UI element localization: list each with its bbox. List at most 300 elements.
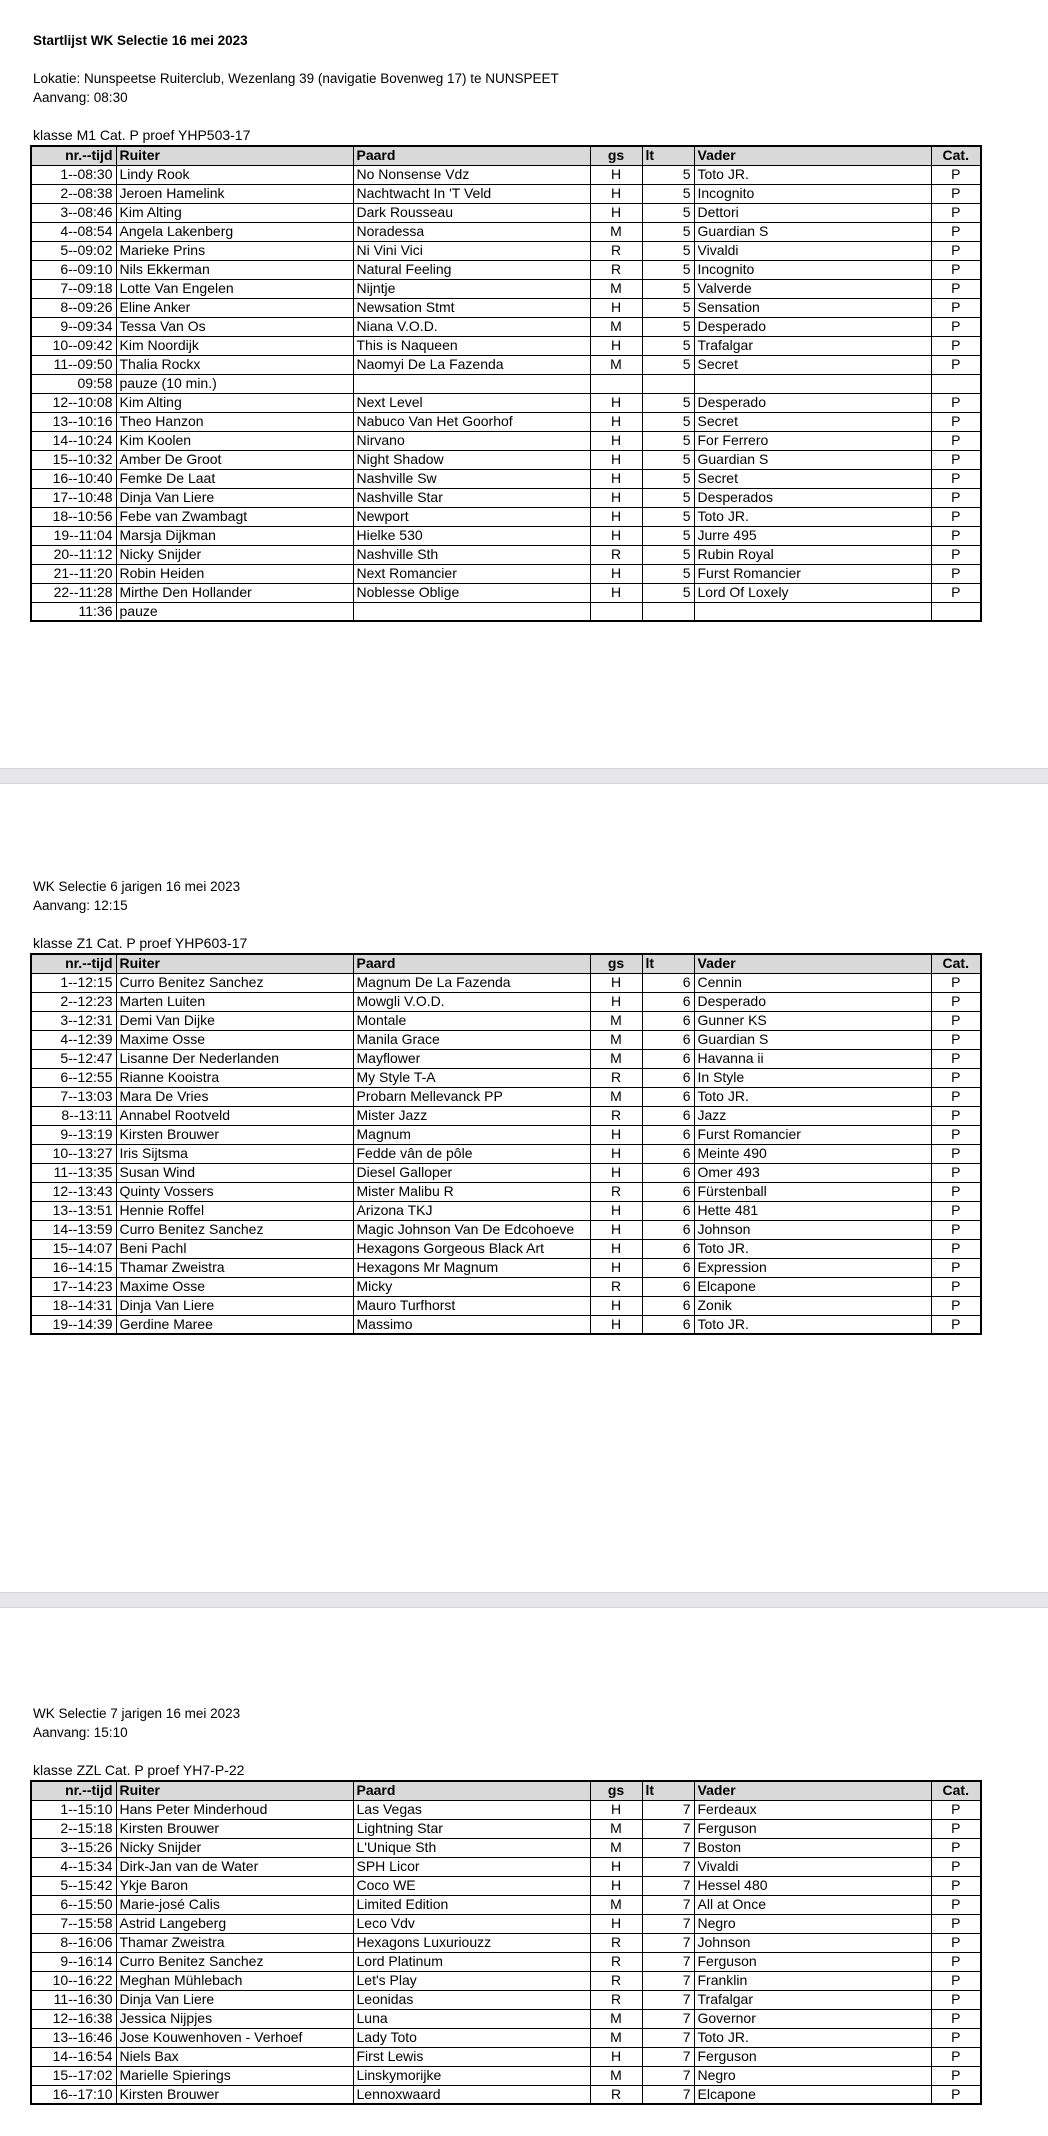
cell-lt: 5	[642, 165, 694, 184]
cell-vader: Lord Of Loxely	[694, 583, 931, 602]
cell-cat: P	[931, 1800, 981, 1819]
cell-gs: H	[590, 184, 642, 203]
table-row	[31, 1857, 981, 1876]
cell-paard: Probarn Mellevanck PP	[353, 1087, 590, 1106]
cell-gs: M	[590, 1049, 642, 1068]
cell-vader: Guardian S	[694, 450, 931, 469]
cell-gs: H	[590, 1239, 642, 1258]
cell-paard: Hexagons Luxuriouzz	[353, 1933, 590, 1952]
cell-cat: P	[931, 2047, 981, 2066]
cell-vader: Expression	[694, 1258, 931, 1277]
cell-lt: 7	[642, 2066, 694, 2085]
column-header-paard: Paard	[353, 1781, 590, 1800]
cell-lt: 5	[642, 336, 694, 355]
cell-cat: P	[931, 1087, 981, 1106]
cell-nr: 14--13:59	[31, 1220, 116, 1239]
cell-gs: M	[590, 317, 642, 336]
startlist-table-1	[30, 145, 982, 622]
table-row	[31, 298, 981, 317]
cell-paard: Magnum	[353, 1125, 590, 1144]
cell-vader: Franklin	[694, 1971, 931, 1990]
table-row	[31, 1277, 981, 1296]
table-row	[31, 393, 981, 412]
cell-cat: P	[931, 279, 981, 298]
table-header	[31, 1781, 981, 1800]
cell-cat: P	[931, 1163, 981, 1182]
cell-lt: 7	[642, 1857, 694, 1876]
class-heading: klasse M1 Cat. P proef YHP503-17	[33, 127, 251, 143]
column-header-vader: Vader	[694, 1781, 931, 1800]
cell-gs: R	[590, 1277, 642, 1296]
cell-nr: 5--15:42	[31, 1876, 116, 1895]
cell-vader: For Ferrero	[694, 431, 931, 450]
column-header-paard: Paard	[353, 146, 590, 165]
cell-cat: P	[931, 260, 981, 279]
table-row	[31, 1106, 981, 1125]
cell-gs: H	[590, 1857, 642, 1876]
cell-paard: My Style T-A	[353, 1068, 590, 1087]
table-row	[31, 317, 981, 336]
cell-nr: 7--09:18	[31, 279, 116, 298]
cell-vader: Toto JR.	[694, 1087, 931, 1106]
column-header-nr: nr.--tijd	[31, 1781, 116, 1800]
cell-ruiter: Jessica Nijpjes	[116, 2009, 353, 2028]
cell-vader: Desperado	[694, 992, 931, 1011]
cell-gs: H	[590, 2047, 642, 2066]
cell-nr: 9--09:34	[31, 317, 116, 336]
cell-paard: Nashville Star	[353, 488, 590, 507]
cell-ruiter: Iris Sijtsma	[116, 1144, 353, 1163]
cell-lt: 6	[642, 1277, 694, 1296]
section-title: WK Selectie 6 jarigen 16 mei 2023	[33, 879, 241, 894]
cell-vader: Trafalgar	[694, 1990, 931, 2009]
table-row	[31, 374, 981, 393]
cell-nr: 2--15:18	[31, 1819, 116, 1838]
cell-paard: Next Level	[353, 393, 590, 412]
cell-ruiter: Curro Benitez Sanchez	[116, 1952, 353, 1971]
cell-gs: M	[590, 1838, 642, 1857]
cell-nr: 14--16:54	[31, 2047, 116, 2066]
cell-ruiter: Nicky Snijder	[116, 545, 353, 564]
cell-nr: 6--15:50	[31, 1895, 116, 1914]
cell-vader: Fürstenball	[694, 1182, 931, 1201]
cell-gs: M	[590, 2066, 642, 2085]
cell-cat: P	[931, 1876, 981, 1895]
cell-gs: M	[590, 1895, 642, 1914]
cell-ruiter: Lindy Rook	[116, 165, 353, 184]
cell-ruiter: Kirsten Brouwer	[116, 1125, 353, 1144]
table-row	[31, 184, 981, 203]
cell-nr: 2--12:23	[31, 992, 116, 1011]
cell-paard: Nashville Sw	[353, 469, 590, 488]
cell-nr: 17--10:48	[31, 488, 116, 507]
cell-ruiter: Theo Hanzon	[116, 412, 353, 431]
class-heading: klasse ZZL Cat. P proef YH7-P-22	[33, 1762, 245, 1778]
table-header	[31, 146, 981, 165]
table-row	[31, 1049, 981, 1068]
cell-gs: H	[590, 992, 642, 1011]
cell-nr: 5--12:47	[31, 1049, 116, 1068]
cell-paard: Newsation Stmt	[353, 298, 590, 317]
cell-vader: Toto JR.	[694, 1315, 931, 1334]
cell-cat: P	[931, 507, 981, 526]
cell-vader: Omer 493	[694, 1163, 931, 1182]
cell-cat: P	[931, 1258, 981, 1277]
cell-cat: P	[931, 1106, 981, 1125]
cell-nr: 19--11:04	[31, 526, 116, 545]
cell-nr: 9--13:19	[31, 1125, 116, 1144]
cell-gs: H	[590, 488, 642, 507]
cell-lt: 6	[642, 1201, 694, 1220]
cell-cat: P	[931, 1914, 981, 1933]
cell-cat: P	[931, 317, 981, 336]
cell-ruiter: Kim Noordijk	[116, 336, 353, 355]
cell-paard: Naomyi De La Fazenda	[353, 355, 590, 374]
cell-ruiter: Femke De Laat	[116, 469, 353, 488]
cell-paard	[353, 602, 590, 621]
cell-nr: 4--15:34	[31, 1857, 116, 1876]
cell-lt: 5	[642, 260, 694, 279]
cell-lt	[642, 602, 694, 621]
cell-cat: P	[931, 1990, 981, 2009]
cell-nr: 1--08:30	[31, 165, 116, 184]
cell-cat: P	[931, 526, 981, 545]
cell-cat: P	[931, 1144, 981, 1163]
cell-lt: 6	[642, 1011, 694, 1030]
cell-vader	[694, 602, 931, 621]
cell-vader: Vivaldi	[694, 241, 931, 260]
cell-paard: SPH Licor	[353, 1857, 590, 1876]
cell-gs: M	[590, 279, 642, 298]
table-row	[31, 1144, 981, 1163]
cell-nr: 19--14:39	[31, 1315, 116, 1334]
cell-cat	[931, 374, 981, 393]
cell-lt: 7	[642, 1914, 694, 1933]
cell-gs: R	[590, 545, 642, 564]
cell-ruiter: Curro Benitez Sanchez	[116, 973, 353, 992]
cell-nr: 16--14:15	[31, 1258, 116, 1277]
cell-gs: R	[590, 241, 642, 260]
cell-lt: 5	[642, 564, 694, 583]
cell-cat: P	[931, 1952, 981, 1971]
cell-cat: P	[931, 2066, 981, 2085]
cell-vader: Elcapone	[694, 2085, 931, 2104]
cell-vader: Incognito	[694, 184, 931, 203]
cell-vader: Ferguson	[694, 2047, 931, 2066]
cell-ruiter: Marten Luiten	[116, 992, 353, 1011]
table-row	[31, 1876, 981, 1895]
table-row	[31, 1125, 981, 1144]
cell-vader: Secret	[694, 469, 931, 488]
cell-paard: Diesel Galloper	[353, 1163, 590, 1182]
table-row	[31, 602, 981, 621]
cell-nr: 16--17:10	[31, 2085, 116, 2104]
cell-cat: P	[931, 336, 981, 355]
cell-lt: 7	[642, 2028, 694, 2047]
cell-cat: P	[931, 2085, 981, 2104]
cell-nr: 4--08:54	[31, 222, 116, 241]
cell-cat: P	[931, 1182, 981, 1201]
cell-ruiter: Gerdine Maree	[116, 1315, 353, 1334]
class-heading: klasse Z1 Cat. P proef YHP603-17	[33, 935, 248, 951]
cell-ruiter: Rianne Kooistra	[116, 1068, 353, 1087]
table-row	[31, 431, 981, 450]
cell-lt: 7	[642, 1819, 694, 1838]
cell-gs: H	[590, 412, 642, 431]
start-time-text: Aanvang: 12:15	[33, 898, 128, 913]
cell-lt: 6	[642, 1315, 694, 1334]
column-header-lt: lt	[642, 1781, 694, 1800]
cell-paard: Magnum De La Fazenda	[353, 973, 590, 992]
column-header-cat: Cat.	[931, 954, 981, 973]
cell-nr: 11--13:35	[31, 1163, 116, 1182]
column-header-gs: gs	[590, 146, 642, 165]
cell-gs: M	[590, 1030, 642, 1049]
cell-ruiter: Lotte Van Engelen	[116, 279, 353, 298]
cell-paard: Nijntje	[353, 279, 590, 298]
cell-gs: H	[590, 1220, 642, 1239]
cell-lt: 7	[642, 1990, 694, 2009]
cell-gs	[590, 602, 642, 621]
cell-gs: H	[590, 526, 642, 545]
cell-ruiter: Niels Bax	[116, 2047, 353, 2066]
cell-paard: Natural Feeling	[353, 260, 590, 279]
cell-cat: P	[931, 1201, 981, 1220]
cell-nr: 12--10:08	[31, 393, 116, 412]
cell-ruiter: Ykje Baron	[116, 1876, 353, 1895]
cell-paard: Lord Platinum	[353, 1952, 590, 1971]
cell-paard: Hielke 530	[353, 526, 590, 545]
table-row	[31, 1315, 981, 1334]
cell-cat: P	[931, 545, 981, 564]
cell-cat: P	[931, 1277, 981, 1296]
cell-vader: Ferguson	[694, 1952, 931, 1971]
cell-cat: P	[931, 393, 981, 412]
cell-nr: 10--13:27	[31, 1144, 116, 1163]
cell-paard: Noradessa	[353, 222, 590, 241]
table-row	[31, 222, 981, 241]
cell-nr: 5--09:02	[31, 241, 116, 260]
cell-paard: Fedde vân de pôle	[353, 1144, 590, 1163]
cell-paard: Luna	[353, 2009, 590, 2028]
cell-lt: 7	[642, 1876, 694, 1895]
table-row	[31, 1819, 981, 1838]
table-row	[31, 545, 981, 564]
cell-cat: P	[931, 1068, 981, 1087]
cell-gs: H	[590, 1144, 642, 1163]
cell-gs: M	[590, 355, 642, 374]
cell-vader: Boston	[694, 1838, 931, 1857]
cell-ruiter: Hennie Roffel	[116, 1201, 353, 1220]
table-row	[31, 1220, 981, 1239]
table-row	[31, 1296, 981, 1315]
cell-ruiter: Beni Pachl	[116, 1239, 353, 1258]
cell-gs: H	[590, 1258, 642, 1277]
cell-gs: M	[590, 1087, 642, 1106]
cell-ruiter: Dinja Van Liere	[116, 1296, 353, 1315]
cell-vader: Desperado	[694, 317, 931, 336]
cell-lt: 5	[642, 469, 694, 488]
table-row	[31, 469, 981, 488]
cell-vader: Elcapone	[694, 1277, 931, 1296]
cell-gs: H	[590, 1800, 642, 1819]
cell-ruiter: Angela Lakenberg	[116, 222, 353, 241]
column-header-ruiter: Ruiter	[116, 146, 353, 165]
cell-lt: 5	[642, 279, 694, 298]
cell-lt: 6	[642, 973, 694, 992]
cell-gs: H	[590, 1914, 642, 1933]
cell-nr: 13--13:51	[31, 1201, 116, 1220]
cell-nr: 9--16:14	[31, 1952, 116, 1971]
cell-cat: P	[931, 165, 981, 184]
cell-vader: Johnson	[694, 1933, 931, 1952]
cell-lt: 5	[642, 393, 694, 412]
cell-cat: P	[931, 1220, 981, 1239]
table-row	[31, 1239, 981, 1258]
table-row	[31, 336, 981, 355]
cell-vader: Ferdeaux	[694, 1800, 931, 1819]
column-header-paard: Paard	[353, 954, 590, 973]
cell-lt: 6	[642, 1144, 694, 1163]
cell-paard: Micky	[353, 1277, 590, 1296]
cell-ruiter: Marieke Prins	[116, 241, 353, 260]
cell-ruiter: Annabel Rootveld	[116, 1106, 353, 1125]
cell-ruiter: Curro Benitez Sanchez	[116, 1220, 353, 1239]
cell-paard: Night Shadow	[353, 450, 590, 469]
cell-nr: 1--12:15	[31, 973, 116, 992]
cell-nr: 15--10:32	[31, 450, 116, 469]
cell-ruiter: Kirsten Brouwer	[116, 2085, 353, 2104]
cell-nr: 15--14:07	[31, 1239, 116, 1258]
cell-paard: Ni Vini Vici	[353, 241, 590, 260]
cell-vader: Desperados	[694, 488, 931, 507]
column-header-nr: nr.--tijd	[31, 954, 116, 973]
cell-cat: P	[931, 1030, 981, 1049]
cell-cat: P	[931, 1838, 981, 1857]
cell-gs: H	[590, 564, 642, 583]
table-row	[31, 1800, 981, 1819]
cell-vader: Governor	[694, 2009, 931, 2028]
cell-gs: R	[590, 1952, 642, 1971]
table-row	[31, 992, 981, 1011]
table-row	[31, 1971, 981, 1990]
cell-nr: 2--08:38	[31, 184, 116, 203]
cell-cat: P	[931, 241, 981, 260]
cell-paard: Lady Toto	[353, 2028, 590, 2047]
cell-vader: Gunner KS	[694, 1011, 931, 1030]
cell-cat: P	[931, 1895, 981, 1914]
table-row	[31, 1838, 981, 1857]
cell-ruiter: Kim Koolen	[116, 431, 353, 450]
table-row	[31, 2085, 981, 2104]
column-header-gs: gs	[590, 1781, 642, 1800]
cell-vader: Secret	[694, 412, 931, 431]
cell-nr: 22--11:28	[31, 583, 116, 602]
cell-cat: P	[931, 1819, 981, 1838]
cell-vader: Vivaldi	[694, 1857, 931, 1876]
cell-gs: R	[590, 1068, 642, 1087]
cell-lt: 5	[642, 507, 694, 526]
cell-ruiter: Thamar Zweistra	[116, 1258, 353, 1277]
cell-lt: 6	[642, 1049, 694, 1068]
cell-ruiter: Dinja Van Liere	[116, 488, 353, 507]
cell-vader: Incognito	[694, 260, 931, 279]
cell-vader: Guardian S	[694, 1030, 931, 1049]
cell-lt: 5	[642, 241, 694, 260]
cell-lt: 5	[642, 450, 694, 469]
cell-paard: Noblesse Oblige	[353, 583, 590, 602]
cell-cat: P	[931, 184, 981, 203]
cell-nr: 6--12:55	[31, 1068, 116, 1087]
page-separator	[0, 768, 1048, 784]
cell-gs: H	[590, 1315, 642, 1334]
cell-lt	[642, 374, 694, 393]
cell-vader: Sensation	[694, 298, 931, 317]
cell-ruiter: Meghan Mühlebach	[116, 1971, 353, 1990]
cell-paard: First Lewis	[353, 2047, 590, 2066]
cell-paard: Next Romancier	[353, 564, 590, 583]
cell-lt: 7	[642, 1838, 694, 1857]
cell-ruiter: Jose Kouwenhoven - Verhoef	[116, 2028, 353, 2047]
cell-paard: Mayflower	[353, 1049, 590, 1068]
cell-lt: 6	[642, 1220, 694, 1239]
cell-cat: P	[931, 564, 981, 583]
cell-vader: Desperado	[694, 393, 931, 412]
table-row	[31, 1914, 981, 1933]
cell-lt: 5	[642, 222, 694, 241]
table-row	[31, 260, 981, 279]
cell-gs: H	[590, 1125, 642, 1144]
page-2	[0, 784, 1048, 1592]
cell-cat: P	[931, 973, 981, 992]
cell-gs: M	[590, 1011, 642, 1030]
cell-paard: Leonidas	[353, 1990, 590, 2009]
cell-lt: 5	[642, 184, 694, 203]
cell-ruiter: Amber De Groot	[116, 450, 353, 469]
cell-vader: Meinte 490	[694, 1144, 931, 1163]
cell-vader: Johnson	[694, 1220, 931, 1239]
table-row	[31, 203, 981, 222]
cell-gs: R	[590, 1106, 642, 1125]
cell-ruiter: Robin Heiden	[116, 564, 353, 583]
cell-lt: 5	[642, 317, 694, 336]
cell-gs: H	[590, 1201, 642, 1220]
cell-nr: 17--14:23	[31, 1277, 116, 1296]
cell-ruiter: Dinja Van Liere	[116, 1990, 353, 2009]
table-row	[31, 355, 981, 374]
cell-lt: 6	[642, 1068, 694, 1087]
cell-lt: 7	[642, 1800, 694, 1819]
cell-gs: R	[590, 1182, 642, 1201]
cell-gs: R	[590, 2085, 642, 2104]
cell-gs: H	[590, 450, 642, 469]
cell-vader: In Style	[694, 1068, 931, 1087]
cell-gs: R	[590, 1933, 642, 1952]
cell-gs: H	[590, 165, 642, 184]
table-row	[31, 241, 981, 260]
cell-paard: Let's Play	[353, 1971, 590, 1990]
cell-paard: Dark Rousseau	[353, 203, 590, 222]
cell-cat: P	[931, 412, 981, 431]
cell-paard	[353, 374, 590, 393]
cell-paard: Montale	[353, 1011, 590, 1030]
cell-ruiter: pauze	[116, 602, 353, 621]
cell-nr: 21--11:20	[31, 564, 116, 583]
cell-paard: No Nonsense Vdz	[353, 165, 590, 184]
cell-cat: P	[931, 355, 981, 374]
table-row	[31, 1087, 981, 1106]
cell-vader: Guardian S	[694, 222, 931, 241]
